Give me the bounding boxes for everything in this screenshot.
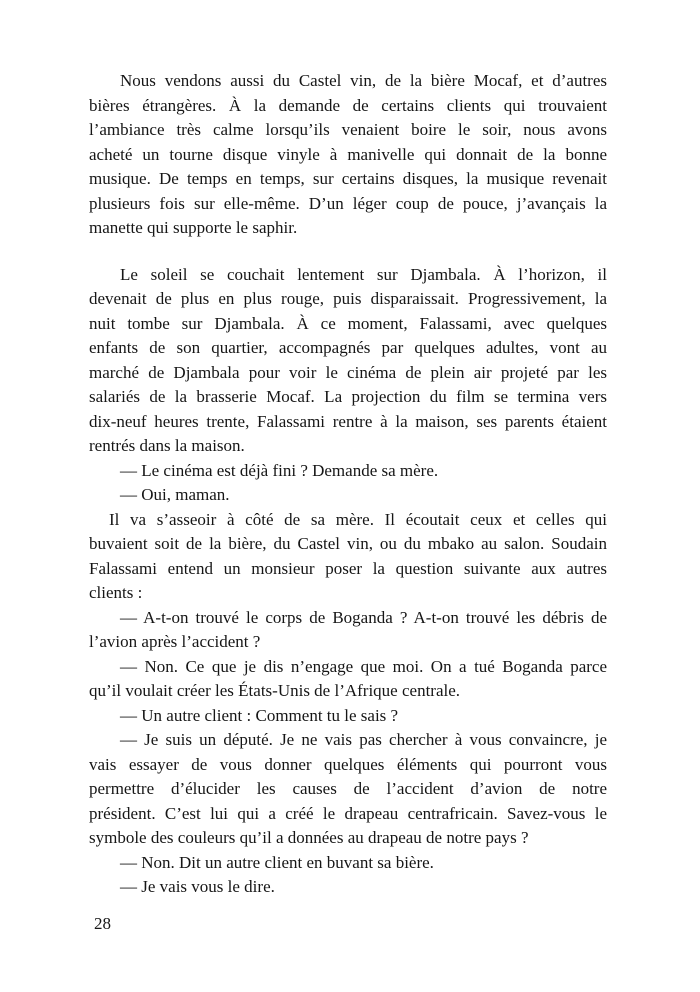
paragraph [89,606,607,655]
text-line: président. C’est lui qui a créé le drapeau centrafricain. Savez-vous le [89,803,607,823]
text-line: — A-t-on trouvé le corps de Boganda ? A-t-on trouvé les débris de [120,607,607,627]
text-line: — Je vais vous le dire. [120,877,275,896]
text-line: vais essayer de vous donner quelques éléments qui pourront vous [89,754,607,774]
paragraph [89,704,607,729]
text-line: enfants de son quartier, accompagnés par quelques adultes, vont au [89,338,607,357]
text-line: marché de Djambala pour voir le cinéma de plein air projeté par les [89,362,607,382]
paragraph [89,728,607,851]
text-line: symbole des couleurs qu’il a données au drapeau de notre pays ? [89,828,529,847]
text-block [89,69,607,900]
paragraph [89,263,607,459]
text-line: l’ambiance très calme lorsqu’ils venaient boire le soir, nous avons [89,120,607,139]
text-line: salariés de la brasserie Mocaf. La projection du film se termina vers [89,387,607,406]
text-line: nuit tombe sur Djambala. À ce moment, Falassami, avec quelques [89,313,607,333]
text-line: — Non. Ce que je dis n’engage que moi. On a tué Boganda parce [120,656,607,676]
text-line: buvaient soit de la bière, du Castel vin, ou du mbako au salon. Soudain [89,534,607,553]
text-line: bières étrangères. À la demande de certains clients qui trouvaient [89,95,607,115]
text-line: — Je suis un député. Je ne vais pas chercher à vous convaincre, je [120,730,607,749]
text-line: — Un autre client : Comment tu le sais ? [120,705,399,725]
text-line: rentrés dans la maison. [89,436,245,455]
text-line: devenait de plus en plus rouge, puis disparaissait. Progressivement, la [89,289,607,308]
text-line: plusieurs fois sur elle-même. D’un léger coup de pouce, j’avançais la [89,193,607,213]
paragraph [89,875,607,900]
text-line: Falassami entend un monsieur poser la question suivante aux autres [89,558,607,578]
paragraph [89,851,607,876]
paragraph [89,69,607,241]
text-line: manette qui supporte le saphir. [89,218,298,237]
text-line: — Non. Dit un autre client en buvant sa bière. [120,852,434,872]
paragraph [89,508,607,606]
text-line: Il va s’asseoir à côté de sa mère. Il écoutait ceux et celles qui [109,509,607,529]
text-line: permettre d’élucider les causes de l’accident d’avion de notre [89,779,607,798]
text-line: dix-neuf heures trente, Falassami rentre à la maison, ses parents étaient [89,411,607,431]
paragraph [89,655,607,704]
text-line: — Le cinéma est déjà fini ? Demande sa mère. [120,460,439,480]
text-line: — Oui, maman. [120,485,230,504]
page-number: 28 [94,914,111,933]
paragraph [89,483,607,508]
text-line: Le soleil se couchait lentement sur Djambala. À l’horizon, il [120,264,607,284]
text-line: Nous vendons aussi du Castel vin, de la bière Mocaf, et d’autres [120,71,607,90]
text-line: musique. De temps en temps, sur certains disques, la musique revenait [89,169,607,188]
paragraph [89,459,607,484]
text-line: clients : [89,583,143,602]
text-line: acheté un tourne disque vinyle à manivelle qui donnait de la bonne [89,144,607,164]
text-line: qu’il voulait créer les États-Unis de l’Afrique centrale. [89,681,461,700]
text-line: l’avion après l’accident ? [89,632,261,651]
